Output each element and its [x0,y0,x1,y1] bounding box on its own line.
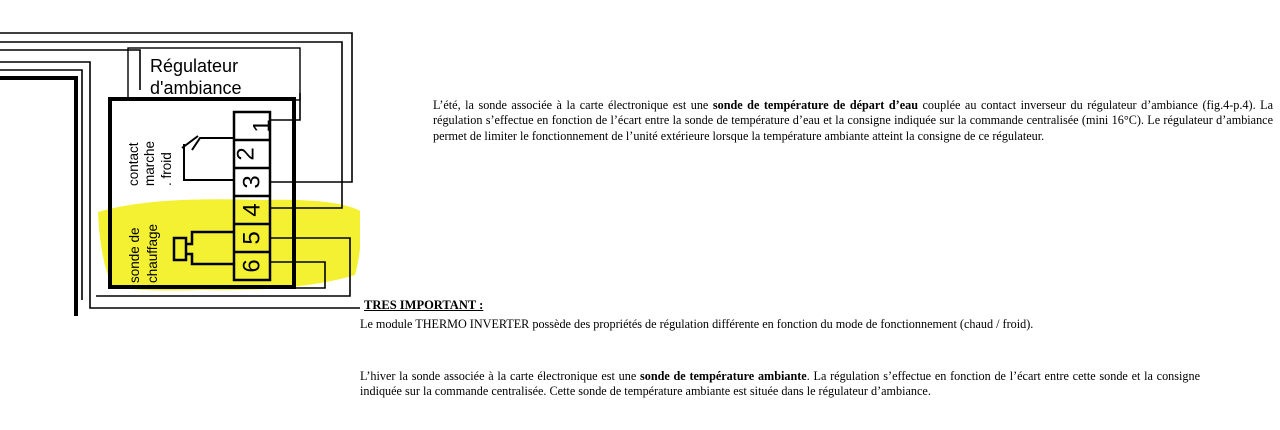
regulator-title-line1: Régulateur [150,56,239,76]
summer-bold: sonde de température de départ d’eau [712,98,918,112]
summer-text-1: L’été, la sonde associée à la carte électronique est une [433,98,713,112]
contact-label-2: marche [142,140,157,186]
terminal-3: 3 [238,175,266,189]
summer-text-2: couplée au contact inverseur du régulateur d’ambiance (fig.4-p.4). La régulation s’effectue en fonction de l’écart entre la sonde de température d’eau et la consigne indiquée sur la commande centralisée (mini 16°C). Le régulateur d’ambiance permet de limiter le fonctionnement de l’unité extérieure lorsque la température ambiante atteint la consigne de ce régulateur. [433,98,1273,143]
regulator-title-line2: d'ambiance [150,78,242,98]
contact-symbol [182,136,234,180]
winter-bold: sonde de température ambiante [639,369,807,383]
terminal-5: 5 [238,231,266,245]
wiring-diagram [0,0,360,330]
main-cable [0,78,76,316]
important-paragraph: Le module THERMO INVERTER possède des propriétés de régulation différente en fonction du mode de fonctionnement (chaud / froid). [360,317,1034,331]
terminal-1: 1 [248,119,276,133]
winter-paragraph [360,369,1200,400]
terminal-6: 6 [238,259,266,273]
sonde-label-1: sonde de [127,227,142,283]
winter-text-2: . La régulation s’effectue en fonction de l’écart entre cette sonde et la consigne indiquée sur la commande centralisée. Cette sonde de température ambiante est située dans le régulateur d’ambiance. [360,369,1201,399]
summer-paragraph [433,98,1273,144]
important-title: TRES IMPORTANT : [364,298,484,312]
winter-text-1: L’hiver la sonde associée à la carte électronique est une [360,369,640,383]
contact-label-1: contact [126,142,141,186]
sonde-label-2: chauffage [145,223,160,283]
terminal-4: 4 [238,203,266,217]
contact-label-3: . froid [159,152,174,186]
terminal-2: 2 [232,147,260,161]
